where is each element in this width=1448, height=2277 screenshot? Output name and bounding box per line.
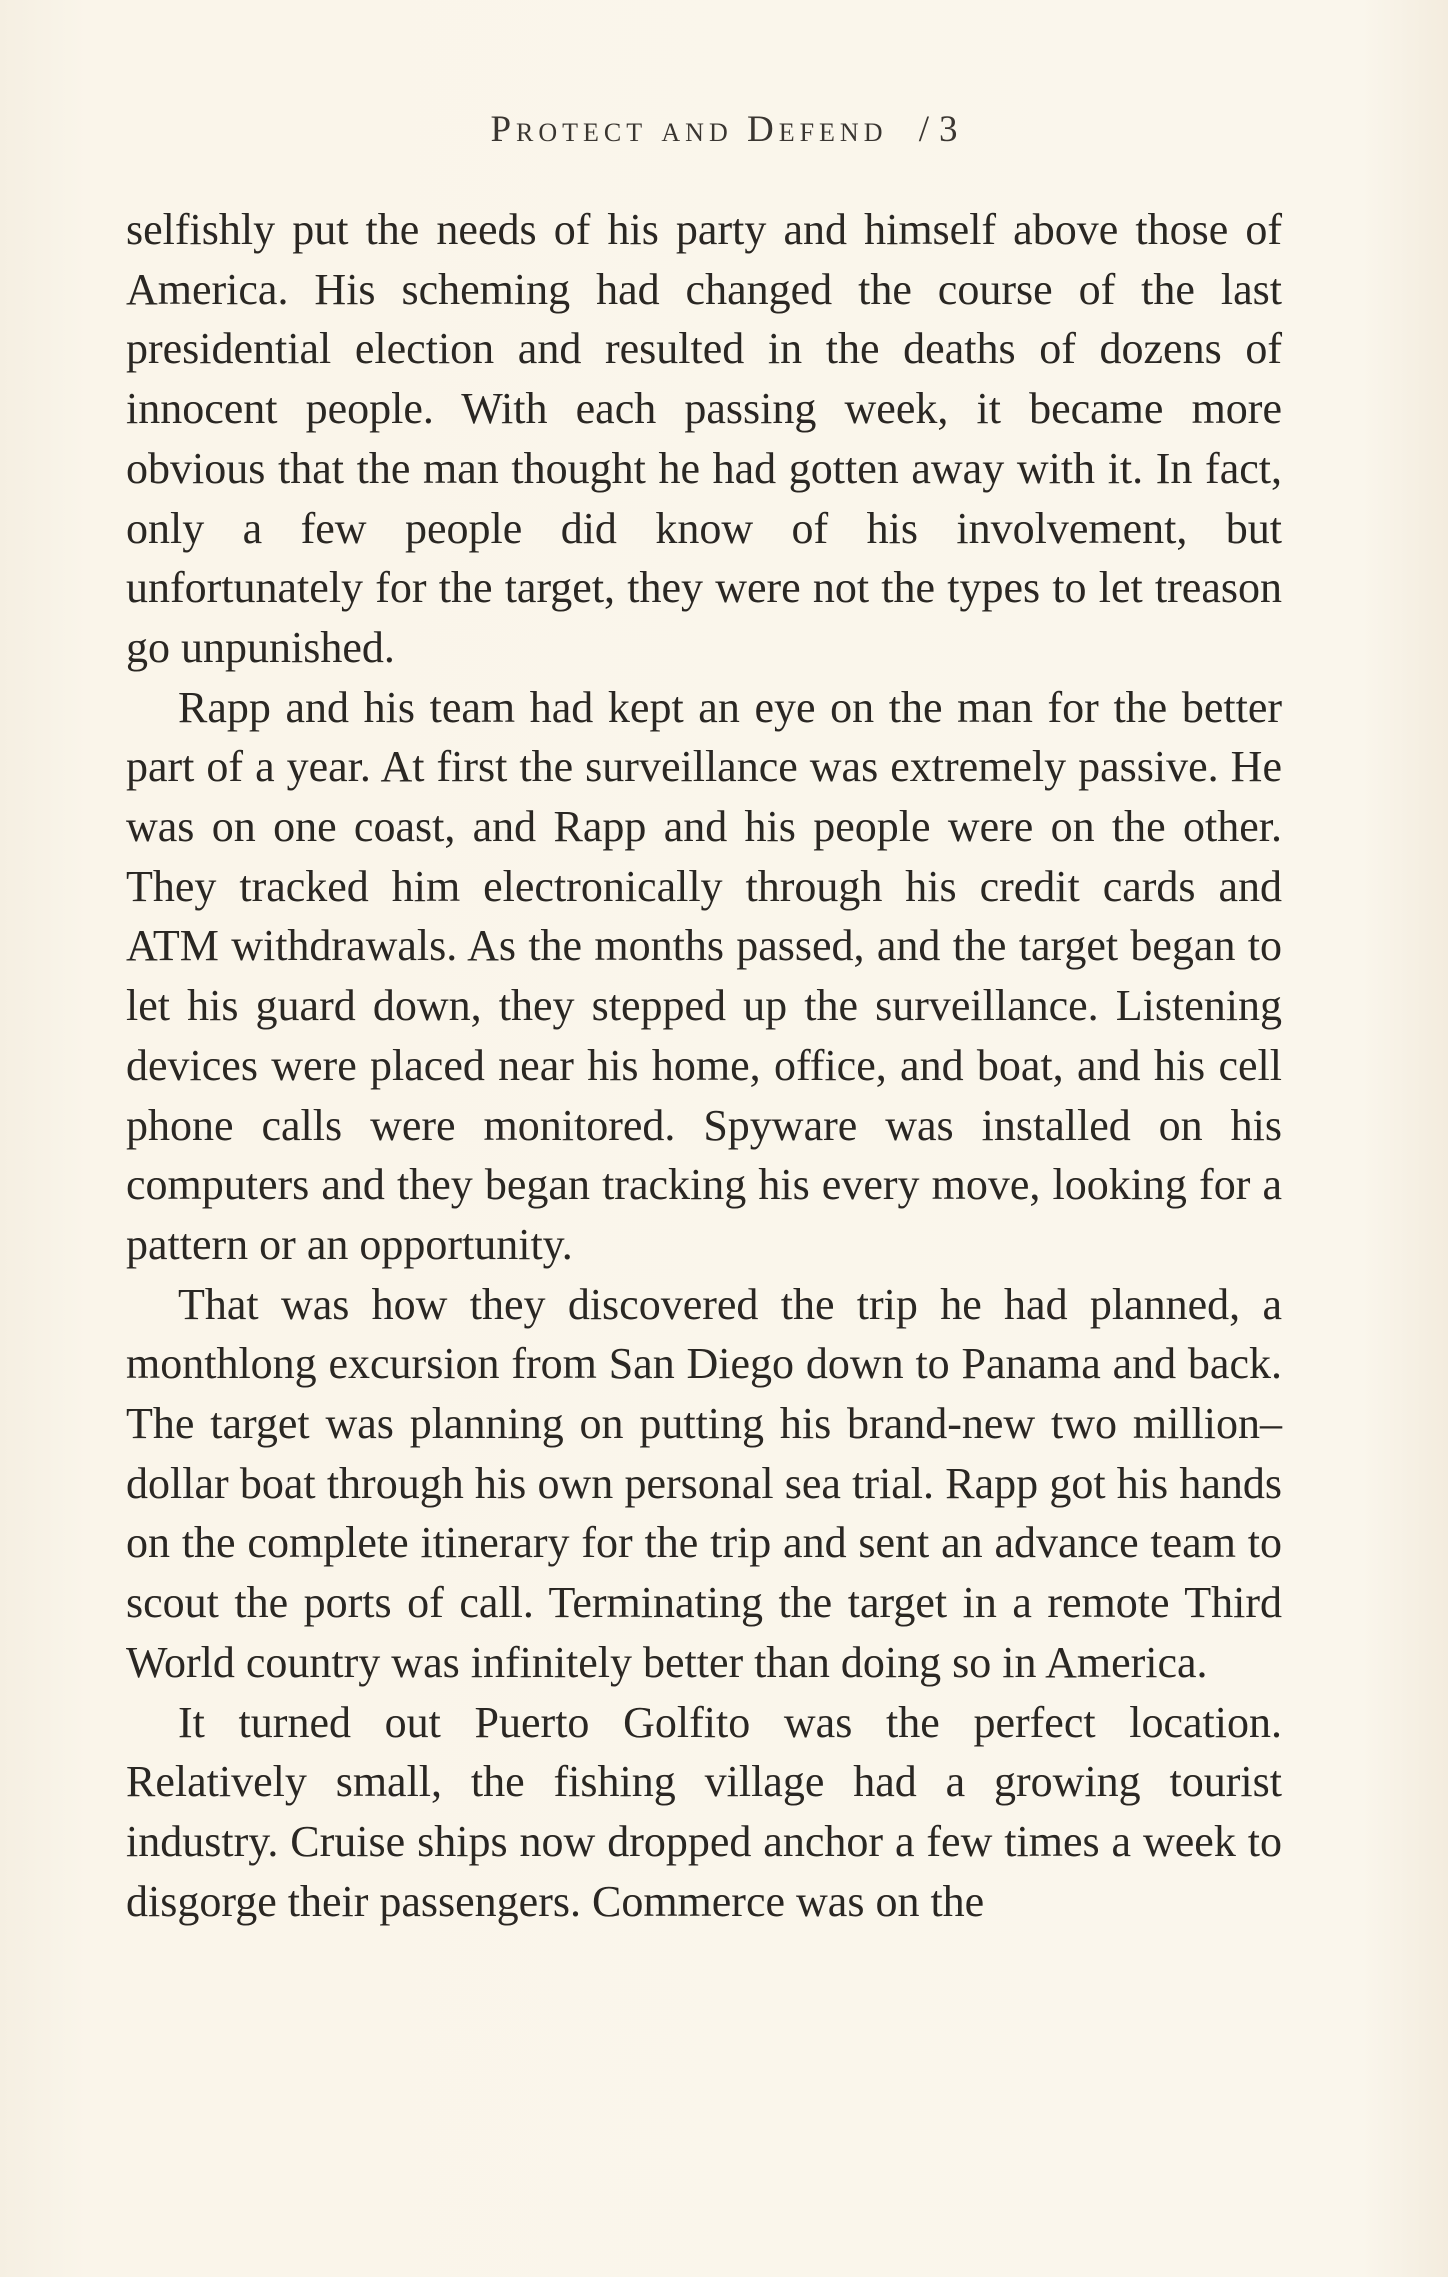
paragraph-continued: selfishly put the needs of his party and himself above those of America. His scheming had changed the course of the last presidential election and resulted in the deaths of dozens of innocent people. With each passing week, it became more obvious that the man thought he had gotten away with it. In fact, only a few people did know of his involvement, but unfortunately for the target, they were not the types to let treason go unpunished. <box>126 205 1282 672</box>
paragraph: That was how they discovered the trip he had planned, a monthlong excursion from San Diego down to Panama and back. The target was planning on putting his brand-new two million–dollar boat through his own personal sea trial. Rapp got his hands on the complete itinerary for the trip and sent an advance team to scout the ports of call. Terminating the target in a remote Third World country was infinitely better than doing so in America. <box>126 1279 1282 1687</box>
running-head <box>0 108 1448 151</box>
paragraph: Rapp and his team had kept an eye on the man for the better part of a year. At first the surveillance was extremely passive. He was on one coast, and Rapp and his people were on the other. They tracked him electronically through his credit cards and ATM withdrawals. As the months passed, and the target began to let his guard down, they stepped up the surveillance. Listening devices were placed near his home, office, and boat, and his cell phone calls were monitored. Spyware was installed on his computers and they began tracking his every move, looking for a pattern or an opportunity. <box>126 682 1282 1269</box>
book-title: Protect and Defend <box>490 109 888 150</box>
paragraph: It turned out Puerto Golfito was the perfect location. Relatively small, the fishing village had a growing tourist industry. Cruise ships now dropped anchor a few times a week to disgorge their passengers. Commerce was on the <box>126 1697 1282 1926</box>
page-number: 3 <box>939 109 958 150</box>
body-text <box>126 200 1282 1931</box>
header-separator: / <box>918 109 930 150</box>
